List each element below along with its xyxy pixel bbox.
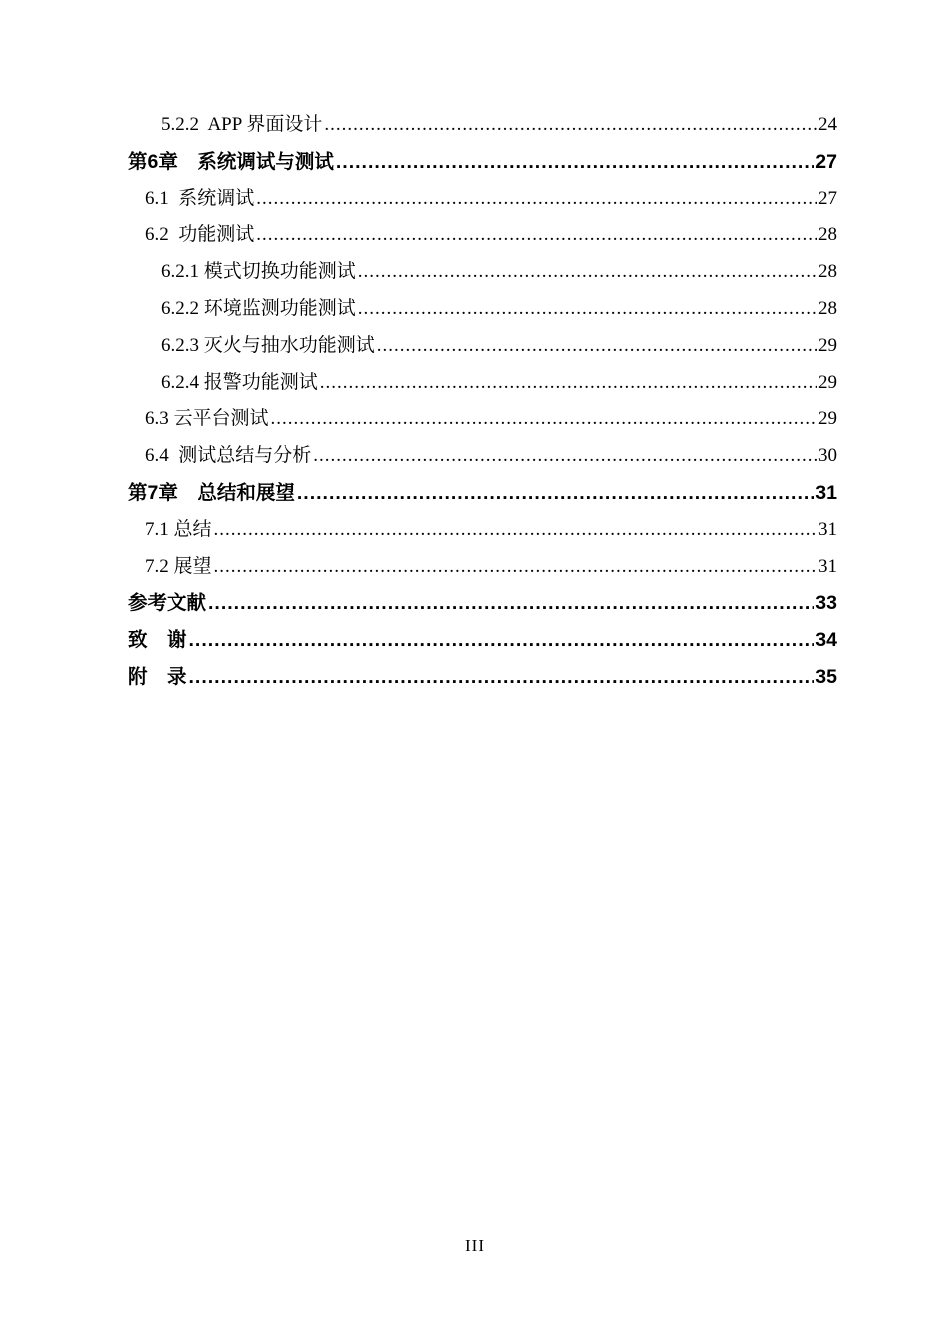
toc-entry-page: 28 [818, 261, 837, 283]
toc-entry-page: 33 [815, 592, 837, 615]
toc-leader-dots [377, 328, 817, 365]
toc-leader-dots [358, 291, 817, 328]
table-of-contents [128, 107, 837, 696]
toc-leader-dots [313, 438, 817, 475]
toc-entry[interactable] [128, 144, 837, 181]
toc-entry[interactable] [128, 365, 837, 402]
toc-entry[interactable] [128, 438, 837, 475]
toc-entry[interactable] [128, 328, 837, 365]
toc-leader-dots [208, 585, 814, 622]
toc-entry[interactable] [128, 401, 837, 438]
toc-entry-label: 6.1 系统调试 [145, 187, 255, 209]
toc-entry-page: 35 [815, 665, 837, 688]
toc-entry[interactable] [128, 181, 837, 218]
toc-leader-dots [358, 254, 817, 291]
toc-leader-dots [324, 107, 817, 144]
toc-entry-label: 附 录 [128, 665, 187, 688]
toc-entry-page: 29 [818, 334, 837, 356]
toc-leader-dots [256, 217, 817, 254]
toc-entry[interactable] [128, 622, 837, 659]
toc-leader-dots [271, 401, 817, 438]
toc-entry-label: 致 谢 [128, 629, 187, 652]
toc-entry[interactable] [128, 512, 837, 549]
toc-entry-label: 6.3 云平台测试 [145, 408, 269, 430]
toc-entry[interactable] [128, 659, 837, 696]
toc-entry-page: 27 [818, 187, 837, 209]
toc-entry-page: 30 [818, 445, 837, 467]
toc-entry-label: 第7章 总结和展望 [128, 481, 295, 504]
toc-leader-dots [214, 549, 817, 586]
toc-entry-label: 参考文献 [128, 592, 207, 615]
toc-entry-label: 7.2 展望 [145, 555, 212, 577]
toc-entry-label: 7.1 总结 [145, 518, 212, 540]
toc-entry-page: 31 [818, 555, 837, 577]
toc-entry-page: 29 [818, 408, 837, 430]
toc-entry-label: 6.2.4 报警功能测试 [161, 371, 318, 393]
toc-entry-page: 29 [818, 371, 837, 393]
toc-leader-dots [189, 622, 815, 659]
toc-entry-page: 31 [818, 518, 837, 540]
toc-entry-label: 第6章 系统调试与测试 [128, 150, 334, 173]
toc-entry-page: 24 [818, 114, 837, 135]
toc-leader-dots [214, 512, 817, 549]
toc-leader-dots [336, 144, 814, 181]
toc-entry-label: 6.2.3 灭火与抽水功能测试 [161, 334, 375, 356]
toc-entry[interactable] [128, 291, 837, 328]
toc-entry[interactable] [128, 107, 837, 144]
toc-entry[interactable] [128, 585, 837, 622]
toc-entry[interactable] [128, 549, 837, 586]
toc-entry-page: 34 [815, 629, 837, 652]
page-number: III [465, 1236, 485, 1255]
toc-entry[interactable] [128, 475, 837, 512]
toc-entry-page: 28 [818, 224, 837, 246]
toc-entry-label: 6.2 功能测试 [145, 224, 255, 246]
toc-leader-dots [189, 659, 815, 696]
toc-entry-label: 6.4 测试总结与分析 [145, 445, 312, 467]
toc-entry-label: 6.2.2 环境监测功能测试 [161, 297, 356, 319]
toc-entry-page: 31 [815, 481, 837, 504]
toc-entry-page: 28 [818, 297, 837, 319]
toc-leader-dots [256, 181, 817, 218]
toc-entry-page: 27 [815, 150, 837, 173]
toc-leader-dots [297, 475, 814, 512]
page-footer [0, 1236, 950, 1256]
toc-entry-label: 5.2.2 APP 界面设计 [161, 114, 323, 135]
toc-entry-label: 6.2.1 模式切换功能测试 [161, 261, 356, 283]
toc-entry[interactable] [128, 254, 837, 291]
toc-leader-dots [320, 365, 817, 402]
toc-entry[interactable] [128, 217, 837, 254]
